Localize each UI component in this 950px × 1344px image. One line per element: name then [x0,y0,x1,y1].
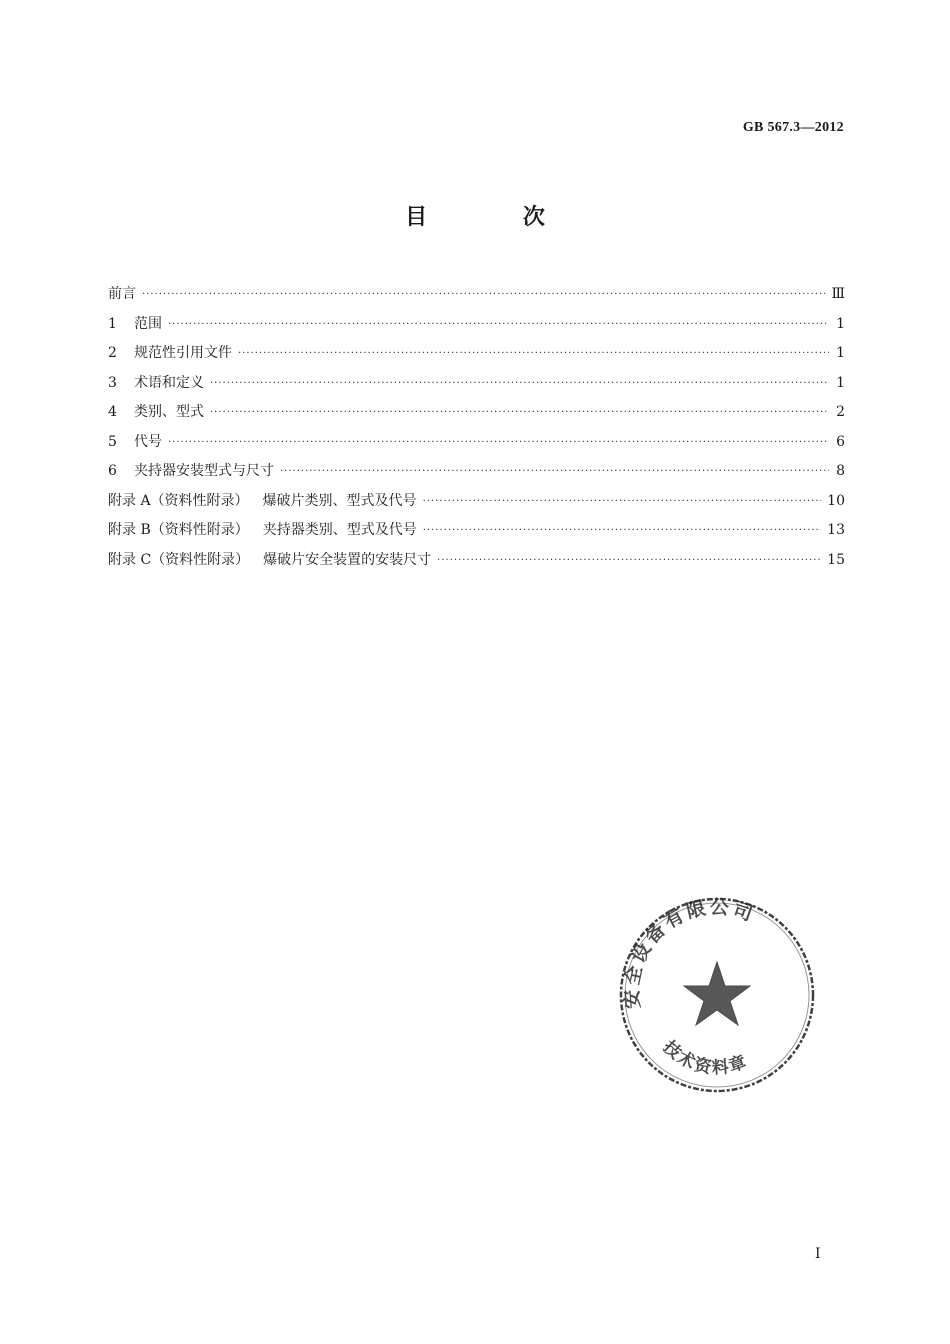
toc-entry-2[interactable] [108,342,845,372]
toc-entry-5[interactable] [108,431,845,461]
leader-dots [168,437,829,448]
toc-entry-1[interactable] [108,313,845,343]
toc-entry-page: Ⅲ [831,286,845,302]
toc-entry-page: 1 [836,315,845,332]
toc-entry-label: 夹持器类别、型式及代号 [262,522,417,538]
toc-entry-6[interactable] [108,460,845,490]
toc-entry-page: 15 [827,551,845,568]
toc-entry-number: 4 [108,404,117,420]
annex-designation: 附录 C（资料性附录） [108,551,250,568]
toc-entry-number: 5 [108,433,117,450]
toc-entry-number: 6 [108,463,117,479]
seal-text: 安全设备有限公司 [620,896,759,1010]
toc-entry-number: 1 [108,315,117,332]
annex-designation: 附录 A（资料性附录） [108,492,249,509]
leader-dots [168,319,829,330]
leader-dots [423,496,822,507]
toc-entry-label: 范围 [134,315,162,332]
leader-dots [210,407,829,418]
toc-entry-label: 夹持器安装型式与尺寸 [134,463,274,479]
toc-entry-number: 3 [108,374,117,391]
toc-entry-label: 爆破片类别、型式及代号 [262,492,417,509]
seal-subtext: 技术资料章 [658,1037,751,1079]
toc-entry-4[interactable] [108,401,845,431]
toc-entry-3[interactable] [108,372,845,402]
star-icon [684,962,750,1025]
standard-number: GB 567.3—2012 [742,120,844,135]
leader-dots [142,289,825,300]
leader-dots [210,378,829,389]
company-seal [612,890,822,1100]
leader-dots [280,466,829,477]
toc-entry-page: 10 [827,492,845,509]
toc-entry-page: 1 [836,374,845,391]
toc-entry-foreword[interactable] [108,283,845,313]
toc-entry-annex-a[interactable] [108,490,845,520]
svg-text:技术资料章 [658,1036,751,1079]
toc-entry-page: 8 [836,463,845,479]
toc-entry-page: 13 [827,522,845,538]
toc-entry-annex-c[interactable] [108,549,845,579]
toc-entry-page: 6 [836,433,845,450]
toc-entry-number: 2 [108,345,117,361]
toc-entry-label: 类别、型式 [134,404,204,420]
toc-entry-label: 前言 [108,286,136,302]
toc-entry-label: 爆破片安全装置的安装尺寸 [263,551,432,568]
annex-designation: 附录 B（资料性附录） [108,522,249,538]
page-number: I [815,1246,821,1262]
page-title: 目 次 [405,205,589,230]
toc-entry-annex-b[interactable] [108,519,845,549]
toc-entry-label: 代号 [134,433,162,450]
leader-dots [437,555,821,566]
toc-entry-page: 2 [836,404,845,420]
leader-dots [238,348,829,359]
toc-entry-label: 规范性引用文件 [134,345,232,361]
toc-entry-page: 1 [836,345,845,361]
leader-dots [423,525,821,536]
toc-entry-label: 术语和定义 [134,374,204,391]
table-of-contents [108,283,845,578]
